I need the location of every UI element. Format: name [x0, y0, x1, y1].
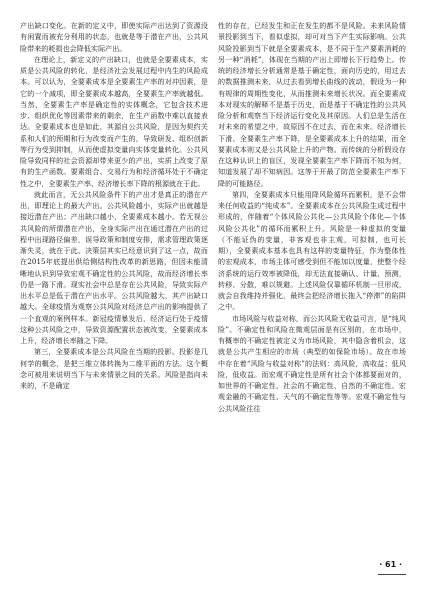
right-text-column — [218, 20, 406, 414]
paragraph: 在理论上，新定义的产出缺口，也就是全要素成本，实质是公共风险的转化，是经济社会发展过程中内生的风险成本。可以认为，全要素成本是全要素生产率的对冲因素，是它的一个减项，即全要素成本越高，全要素生产率就越低。当然，全要素生产率是确定性的实体概念，它包含技术进步、组织优化等因素带来的剩余，在生产函数中难以直接表达。全要素成本也是如此，其源自公共风险，是因为契约关系和人们的预期和行为改变而产生的，导致研发、组织创新等行为受到抑制，从而使虚拟变量向实体变量转化。公共风险导致同样的社会资源却带来更少的产出，实质上改变了原有的生产函数。要素组合、交易行为和经济循环处于不确定性之中，全要素生产率、经济增长率下降的根源就在于此。 — [20, 54, 208, 188]
paragraph: 第三，全要素成本是公共风险在当期的投影。投影是几何学的概念，是把三维立体转换为二维平面的方法。这个概念可被用来说明当下与未来情景之间的关系。风险是指向未来的，不是确定 — [20, 347, 208, 390]
paragraph: 就此而言，无公共风险条件下的产出才是真正的潜在产出，即理论上的最大产出。公共风险越小，实际产出就越是接近潜在产出；产出缺口越小，全要素成本越小。若无视公共风险的所谓潜在产出，全身实际产出在通过潜在产出的过程中出现路径偏差，误导政策和制度安排，需求管理政策逐渐失灵，就在于此。决策层其实已经意识到了这一点，故而在2015年底提出供给侧结构性改革的新思路，但因未能清晰地认识到导致宏观不确定性的公共风险，故而经济增长率仍是一路下滑。现实社会中总是存在公共风险，导致实际产出水平总是低于潜在产出水平。公共风险越大，其产出缺口越大。全球疫情为观察公共风险对经济总产出的影响提供了一个直观的案例样本。新冠疫情暴发后，经济运行处于疫情这种公共风险之中，导致资源配置状态被改变，全要素成本上升，经济增长率随之下降。 — [20, 189, 208, 345]
paragraph: 市场风险与收益对称，而公共风险无收益可言，是“纯风险”。不确定性和风险在微观层面是有区别的，在市场中，有概率的不确定性被定义为市场风险，其中隐含着机会，这就是公共产生相应的市场（典型的如保险市场）。故在市场中存在着“风险与收益对称”的法则：高风险，高收益；低风险，低收益。而宏观不确定性是所有社会个体都要面对的，如世界的不确定性、社会的不确定性、自然的不确定性、宏观金融的不确定性、天气的不确定性等等。宏观不确定性与公共风险往往 — [218, 313, 406, 413]
left-text-column — [20, 20, 208, 391]
paragraph: 第四，全要素成本只能用降风险循环而累积，是不会带来任何收益的“纯成本”。全要素成本在公共风险生成过程中形成的，伴随着“个体风险公共化—公共风险个体化—个体风险公共化”的循环而累积上升。风险是一种虚拟的变量（不能证伪的变量，非客观也非主观，可拟制，也可长期），全要素成本基本也具有这样的变量特征，作为整体性的宏观成本，市场主体可感受到但不能加以度量，使整个经济系统的运行效率被降低，却无法直接确认、计量、预测，转移、分散，难以规避。上述风险仅靠循环机制一旦形成，就会自我维持并强化，最终会把经济增长拖入“停滞”的陷阱之中。 — [218, 189, 406, 312]
page-number: · 61 · — [379, 560, 402, 569]
paragraph: 性的存在，已经发生和正在发生的都不是风险。未来风险情景投影到当下，看似虚拟，却可对当下产生实际影响。公共风险投影到当下就是全要素成本，是不同于生产要素消耗的另一种“消耗”，体现在当期的产出上即增长下行趋势上。传统的经济增长分析通常是基于确定性，面向历史的，用过去的数据推测未来，从过去看到增长曲线的波动，假设为一种有规律的周期性变化，从而推测未来增长状况。而全要素成本对现实的解释不是基于历史，而是基于不确定性的公共风险分析和观察当下经济运行变化及其原因。人们总是生活在对未来的希望之中，故原因不在过去，而在未来。经济增长下滑、全要素生产率下降，是全要素成本上升的结果，而全要素成本则又是公共风险上升的产物。而传统的分析假设存在这种认识上的盲区，发现全要素生产率下降而不知为何，知道发展了却不知病因。这等于开最了防范全要素生产率下降的可能路径。 — [218, 21, 406, 188]
footer-rule — [378, 574, 406, 575]
paragraph: 产出缺口变化。在新的定义中，即使实际产出达到了资源没有闲置而被充分利用的状态，也就是等于潜在产出，公共风险带来的耗损也会降低实际产出。 — [20, 21, 208, 53]
